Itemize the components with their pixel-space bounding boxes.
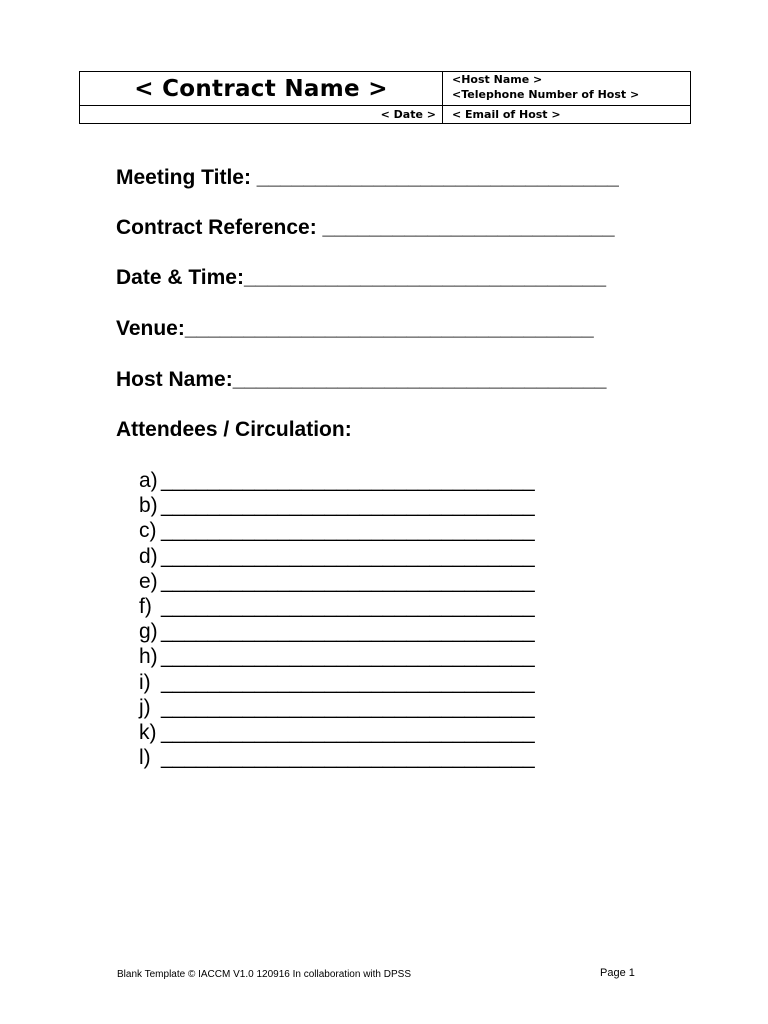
header-host-telephone: <Telephone Number of Host > [452,88,640,101]
attendee-blank-line: ________________________________ [161,720,535,744]
meeting-title-field: Meeting Title: _______________________________ [116,166,619,189]
list-item [139,695,535,720]
header-host-name: <Host Name > [452,73,543,86]
attendee-letter: h) [139,645,158,669]
page-number: Page 1 [600,967,635,979]
attendee-blank-line: ________________________________ [161,469,535,492]
attendee-blank-line: ________________________________ [161,569,535,593]
header-host-email: < Email of Host > [452,108,561,121]
attendee-list [139,468,535,770]
list-item [139,518,535,543]
venue-field: Venue:___________________________________ [116,317,594,340]
list-item [139,569,535,594]
attendee-blank-line: ________________________________ [161,670,535,694]
attendee-blank-line: ________________________________ [161,695,535,719]
attendee-blank-line: ________________________________ [161,494,535,518]
attendee-letter: e) [139,569,158,593]
list-item [139,745,535,770]
attendee-letter: j) [139,695,151,719]
list-item [139,594,535,619]
attendee-blank-line: ________________________________ [161,645,535,669]
attendee-letter: l) [139,746,151,770]
attendee-blank-line: ________________________________ [161,544,535,568]
attendee-letter: c) [139,519,157,543]
attendee-blank-line: ________________________________ [161,519,535,543]
list-item [139,670,535,695]
attendee-letter: k) [139,720,157,744]
host-name-field: Host Name:________________________________ [116,368,607,391]
header-divider-vertical [442,72,443,123]
attendee-letter: a) [139,469,158,492]
header-divider-horizontal [80,105,690,106]
attendee-letter: d) [139,544,158,568]
attendee-blank-line: ________________________________ [161,594,535,618]
date-time-field: Date & Time:_______________________________ [116,266,607,289]
attendee-blank-line: ________________________________ [161,746,535,770]
list-item [139,493,535,518]
list-item [139,644,535,669]
attendee-blank-line: ________________________________ [161,620,535,644]
contract-reference-field: Contract Reference: _________________________ [116,216,615,239]
attendees-heading: Attendees / Circulation: [116,418,352,441]
attendee-letter: b) [139,494,158,518]
list-item [139,468,535,493]
attendee-letter: g) [139,620,158,644]
list-item [139,619,535,644]
attendee-letter: f) [139,594,152,618]
header-date: < Date > [380,108,436,121]
document-header-table [79,71,691,124]
footer-copyright: Blank Template © IACCM V1.0 120916 In collaboration with DPSS [117,969,412,980]
list-item [139,544,535,569]
list-item [139,720,535,745]
contract-name-title: < Contract Name > [134,75,388,102]
attendee-letter: i) [139,670,151,694]
